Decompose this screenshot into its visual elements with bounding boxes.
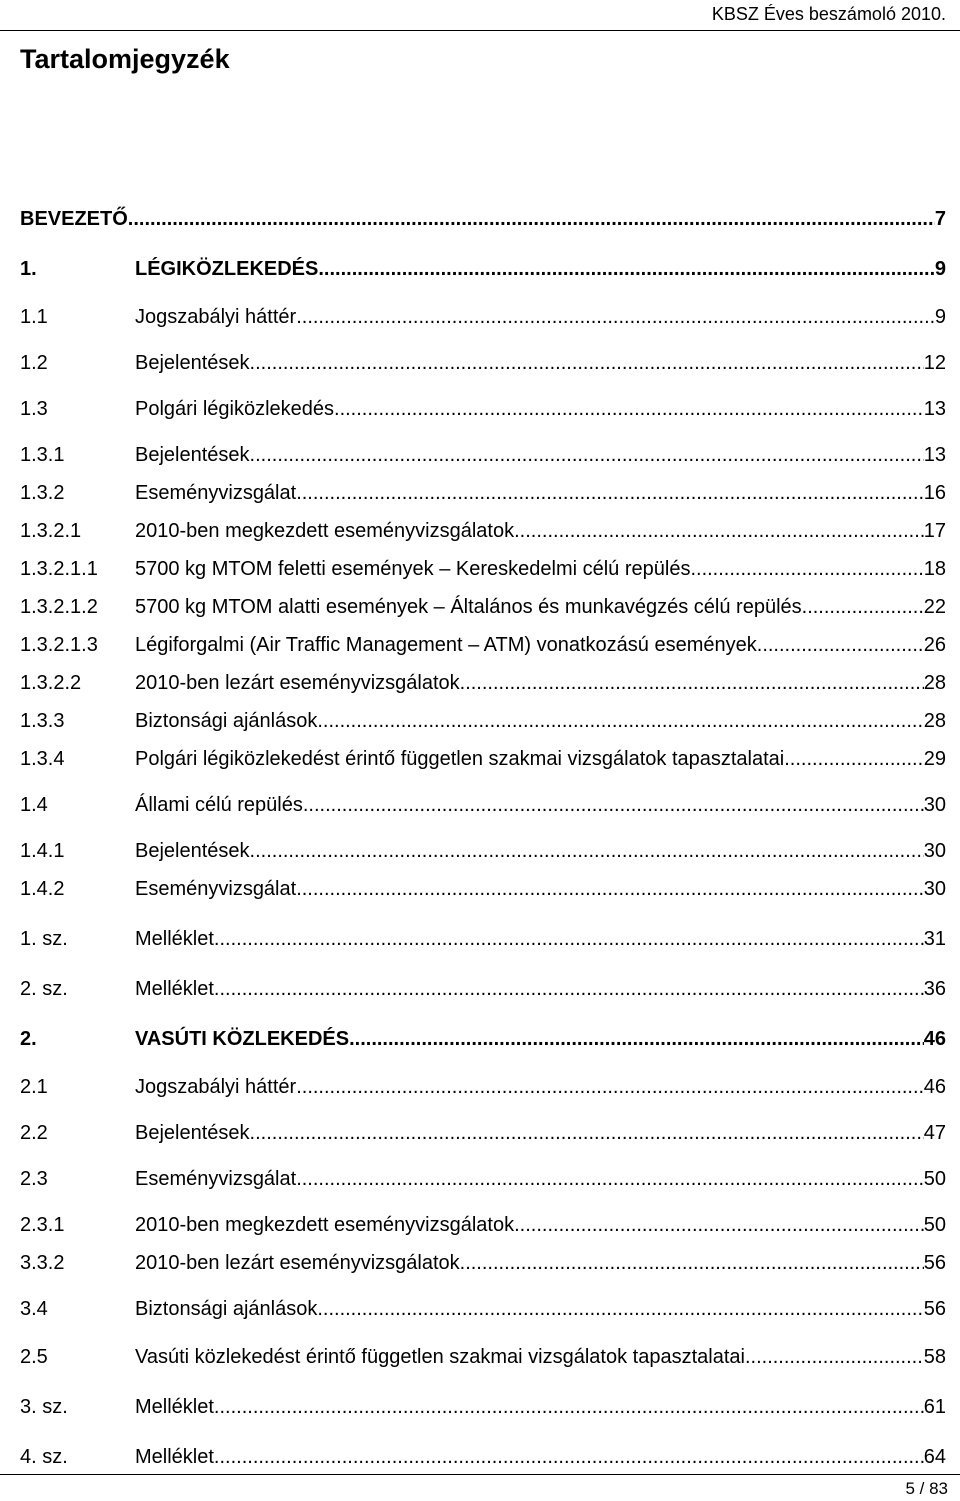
toc-entry-page: 30	[923, 878, 946, 900]
toc-entry-title: Légiforgalmi (Air Traffic Management – ATM) vonatkozású események	[135, 634, 757, 656]
toc-entry-number: 1.3.3	[20, 710, 65, 732]
toc-entry-number: 3.3.2	[20, 1252, 65, 1274]
toc-entry-number: 1.3.2.2	[20, 672, 82, 694]
toc-entry-title: 5700 kg MTOM feletti események – Kereskedelmi célú repülés	[135, 558, 691, 580]
toc-dot-leader	[214, 976, 924, 1002]
toc-dot-leader	[514, 518, 924, 544]
toc-entry-page: 61	[923, 1396, 946, 1418]
toc-entry[interactable]	[20, 792, 946, 818]
toc-entry-title: Bejelentések	[135, 444, 250, 466]
toc-entry[interactable]	[20, 396, 946, 422]
toc-entry-number: 2.5	[20, 1346, 48, 1368]
toc-entry-title: Melléklet	[135, 978, 214, 1000]
toc-entry-number: 1.3.1	[20, 444, 65, 466]
toc-entry-title: Jogszabályi háttér	[135, 1076, 297, 1098]
toc-dot-leader	[296, 1074, 924, 1100]
toc-dot-leader	[334, 396, 924, 422]
toc-entry-title: VASÚTI KÖZLEKEDÉS	[135, 1028, 350, 1050]
toc-entry-title: Melléklet	[135, 1396, 214, 1418]
toc-dot-leader	[296, 876, 924, 902]
toc-dot-leader	[802, 594, 924, 620]
toc-entry-title: Állami célú repülés	[135, 794, 303, 816]
toc-entry[interactable]	[20, 632, 946, 658]
toc-entry-title: LÉGIKÖZLEKEDÉS	[135, 258, 319, 280]
toc-entry-number: 1.3.2.1	[20, 520, 82, 542]
toc-entry-title: Bejelentések	[135, 352, 250, 374]
toc-dot-leader	[690, 556, 923, 582]
toc-entry-page: 18	[923, 558, 946, 580]
toc-entry-number: 1.3.2.1.3	[20, 634, 98, 656]
toc-dot-leader	[250, 838, 924, 864]
toc-entry-page: 22	[923, 596, 946, 618]
toc-entry-number: 2.2	[20, 1122, 48, 1144]
toc-entry-page: 26	[923, 634, 946, 656]
toc-entry-page: 13	[923, 398, 946, 420]
toc-entry-number: 2.	[20, 1028, 37, 1050]
toc-entry-page: 9	[934, 258, 946, 280]
toc-entry[interactable]	[20, 1394, 946, 1420]
toc-entry-page: 46	[923, 1028, 946, 1050]
toc-entry-title: Bejelentések	[135, 1122, 250, 1144]
toc-entry-title: BEVEZETŐ	[20, 208, 128, 230]
toc-entry-page: 16	[923, 482, 946, 504]
toc-dot-leader	[128, 206, 935, 232]
toc-entry-title: Biztonsági ajánlások	[135, 710, 318, 732]
toc-entry-page: 56	[923, 1298, 946, 1320]
toc-entry-page: 50	[923, 1214, 946, 1236]
toc-entry-title: Melléklet	[135, 928, 214, 950]
toc-entry-title: Bejelentések	[135, 840, 250, 862]
toc-dot-leader	[745, 1344, 924, 1370]
toc-dot-leader	[318, 256, 935, 282]
toc-entry-title: Eseményvizsgálat	[135, 1168, 297, 1190]
toc-dot-leader	[296, 1166, 924, 1192]
toc-entry[interactable]	[20, 1296, 946, 1322]
toc-entry[interactable]	[20, 350, 946, 376]
toc-entry-number: 1.3.2	[20, 482, 65, 504]
toc-dot-leader	[214, 926, 924, 952]
toc-entry[interactable]	[20, 876, 946, 902]
toc-entry-page: 29	[923, 748, 946, 770]
toc-entry-page: 64	[923, 1446, 946, 1468]
toc-entry-number: 2.1	[20, 1076, 48, 1098]
toc-dot-leader	[317, 1296, 923, 1322]
toc-entry-title: 5700 kg MTOM alatti események – Általános és munkavégzés célú repülés	[135, 596, 802, 618]
toc-entry[interactable]	[20, 480, 946, 506]
toc-entry[interactable]	[20, 1250, 946, 1276]
toc-entry-title: Polgári légiközlekedést érintő független szakmai vizsgálatok tapasztalatai	[135, 748, 785, 770]
toc-entry-title: Jogszabályi háttér	[135, 306, 297, 328]
toc-entry-number: 1.3	[20, 398, 48, 420]
toc-entry-title: 2010-ben lezárt eseményvizsgálatok	[135, 1252, 460, 1274]
toc-entry-page: 9	[934, 306, 946, 328]
toc-entry-number: 3.4	[20, 1298, 48, 1320]
toc-entry[interactable]	[20, 556, 946, 582]
toc-dot-leader	[460, 670, 924, 696]
toc-entry-number: 2.3	[20, 1168, 48, 1190]
toc-entry-number: 1.	[20, 258, 37, 280]
toc-dot-leader	[250, 442, 924, 468]
toc-entry[interactable]	[20, 1026, 946, 1052]
toc-entry-page: 46	[923, 1076, 946, 1098]
toc-entry-number: 1.2	[20, 352, 48, 374]
footer-rule	[0, 1474, 960, 1475]
toc-entry[interactable]	[20, 594, 946, 620]
toc-dot-leader	[250, 1120, 924, 1146]
toc-entry-page: 31	[923, 928, 946, 950]
toc-entry-page: 7	[934, 208, 946, 230]
toc-dot-leader	[757, 632, 924, 658]
toc-entry-page: 28	[923, 710, 946, 732]
running-header: KBSZ Éves beszámoló 2010.	[711, 4, 946, 24]
toc-entry[interactable]	[20, 304, 946, 330]
toc-dot-leader	[214, 1394, 924, 1420]
toc-entry[interactable]	[20, 670, 946, 696]
toc-entry-number: 1.4	[20, 794, 48, 816]
toc-entry-number: 1.3.2.1.2	[20, 596, 98, 618]
toc-entry-number: 1.4.1	[20, 840, 65, 862]
toc-entry-number: 1.3.2.1.1	[20, 558, 98, 580]
toc-entry-title: 2010-ben megkezdett eseményvizsgálatok	[135, 1214, 515, 1236]
toc-entry-title: Eseményvizsgálat	[135, 482, 297, 504]
toc-entry-page: 47	[923, 1122, 946, 1144]
toc-entry-page: 58	[923, 1346, 946, 1368]
toc-entry-page: 30	[923, 840, 946, 862]
toc-entry[interactable]	[20, 1074, 946, 1100]
toc-entry-number: 1.3.4	[20, 748, 65, 770]
page-number: 5 / 83	[905, 1479, 948, 1498]
toc-entry-number: 2.3.1	[20, 1214, 65, 1236]
toc-entry[interactable]	[20, 256, 946, 282]
toc-dot-leader	[784, 746, 924, 772]
toc-entry[interactable]	[20, 708, 946, 734]
toc-entry-title: 2010-ben megkezdett eseményvizsgálatok	[135, 520, 515, 542]
toc-entry-page: 36	[923, 978, 946, 1000]
toc-entry[interactable]	[20, 976, 946, 1002]
toc-entry-number: 1. sz.	[20, 928, 68, 950]
toc-entry[interactable]	[20, 518, 946, 544]
page-title: Tartalomjegyzék	[20, 44, 230, 74]
toc-entry[interactable]	[20, 926, 946, 952]
toc-dot-leader	[460, 1250, 924, 1276]
toc-dot-leader	[296, 480, 924, 506]
toc-dot-leader	[514, 1212, 924, 1238]
toc-entry-page: 12	[923, 352, 946, 374]
toc-entry-title: Eseményvizsgálat	[135, 878, 297, 900]
toc-entry-title: Melléklet	[135, 1446, 214, 1468]
toc-entry-title: 2010-ben lezárt eseményvizsgálatok	[135, 672, 460, 694]
toc-entry-title: Biztonsági ajánlások	[135, 1298, 318, 1320]
toc-entry-title: Vasúti közlekedést érintő független szakmai vizsgálatok tapasztalatai	[135, 1346, 745, 1368]
toc-entry-page: 13	[923, 444, 946, 466]
toc-entry-page: 28	[923, 672, 946, 694]
toc-entry-number: 3. sz.	[20, 1396, 68, 1418]
toc-dot-leader	[214, 1444, 924, 1470]
toc-entry[interactable]	[20, 1120, 946, 1146]
toc-entry[interactable]	[20, 746, 946, 772]
toc-entry-number: 4. sz.	[20, 1446, 68, 1468]
toc-entry[interactable]	[20, 1212, 946, 1238]
toc-dot-leader	[303, 792, 924, 818]
toc-dot-leader	[317, 708, 923, 734]
toc-entry[interactable]	[20, 1166, 946, 1192]
toc-entry[interactable]	[20, 838, 946, 864]
toc-entry-number: 1.4.2	[20, 878, 65, 900]
toc-entry[interactable]	[20, 1344, 946, 1370]
toc-entry-page: 56	[923, 1252, 946, 1274]
toc-entry-number: 1.1	[20, 306, 48, 328]
toc-entry-page: 17	[923, 520, 946, 542]
toc-entry[interactable]	[20, 1444, 946, 1470]
toc-entry-number: 2. sz.	[20, 978, 68, 1000]
toc-entry-page: 50	[923, 1168, 946, 1190]
toc-entry-title: Polgári légiközlekedés	[135, 398, 335, 420]
toc-dot-leader	[349, 1026, 924, 1052]
toc-entry[interactable]	[20, 442, 946, 468]
toc-dot-leader	[250, 350, 924, 376]
toc-dot-leader	[296, 304, 935, 330]
toc-entry[interactable]	[20, 206, 946, 232]
toc-entry-page: 30	[923, 794, 946, 816]
